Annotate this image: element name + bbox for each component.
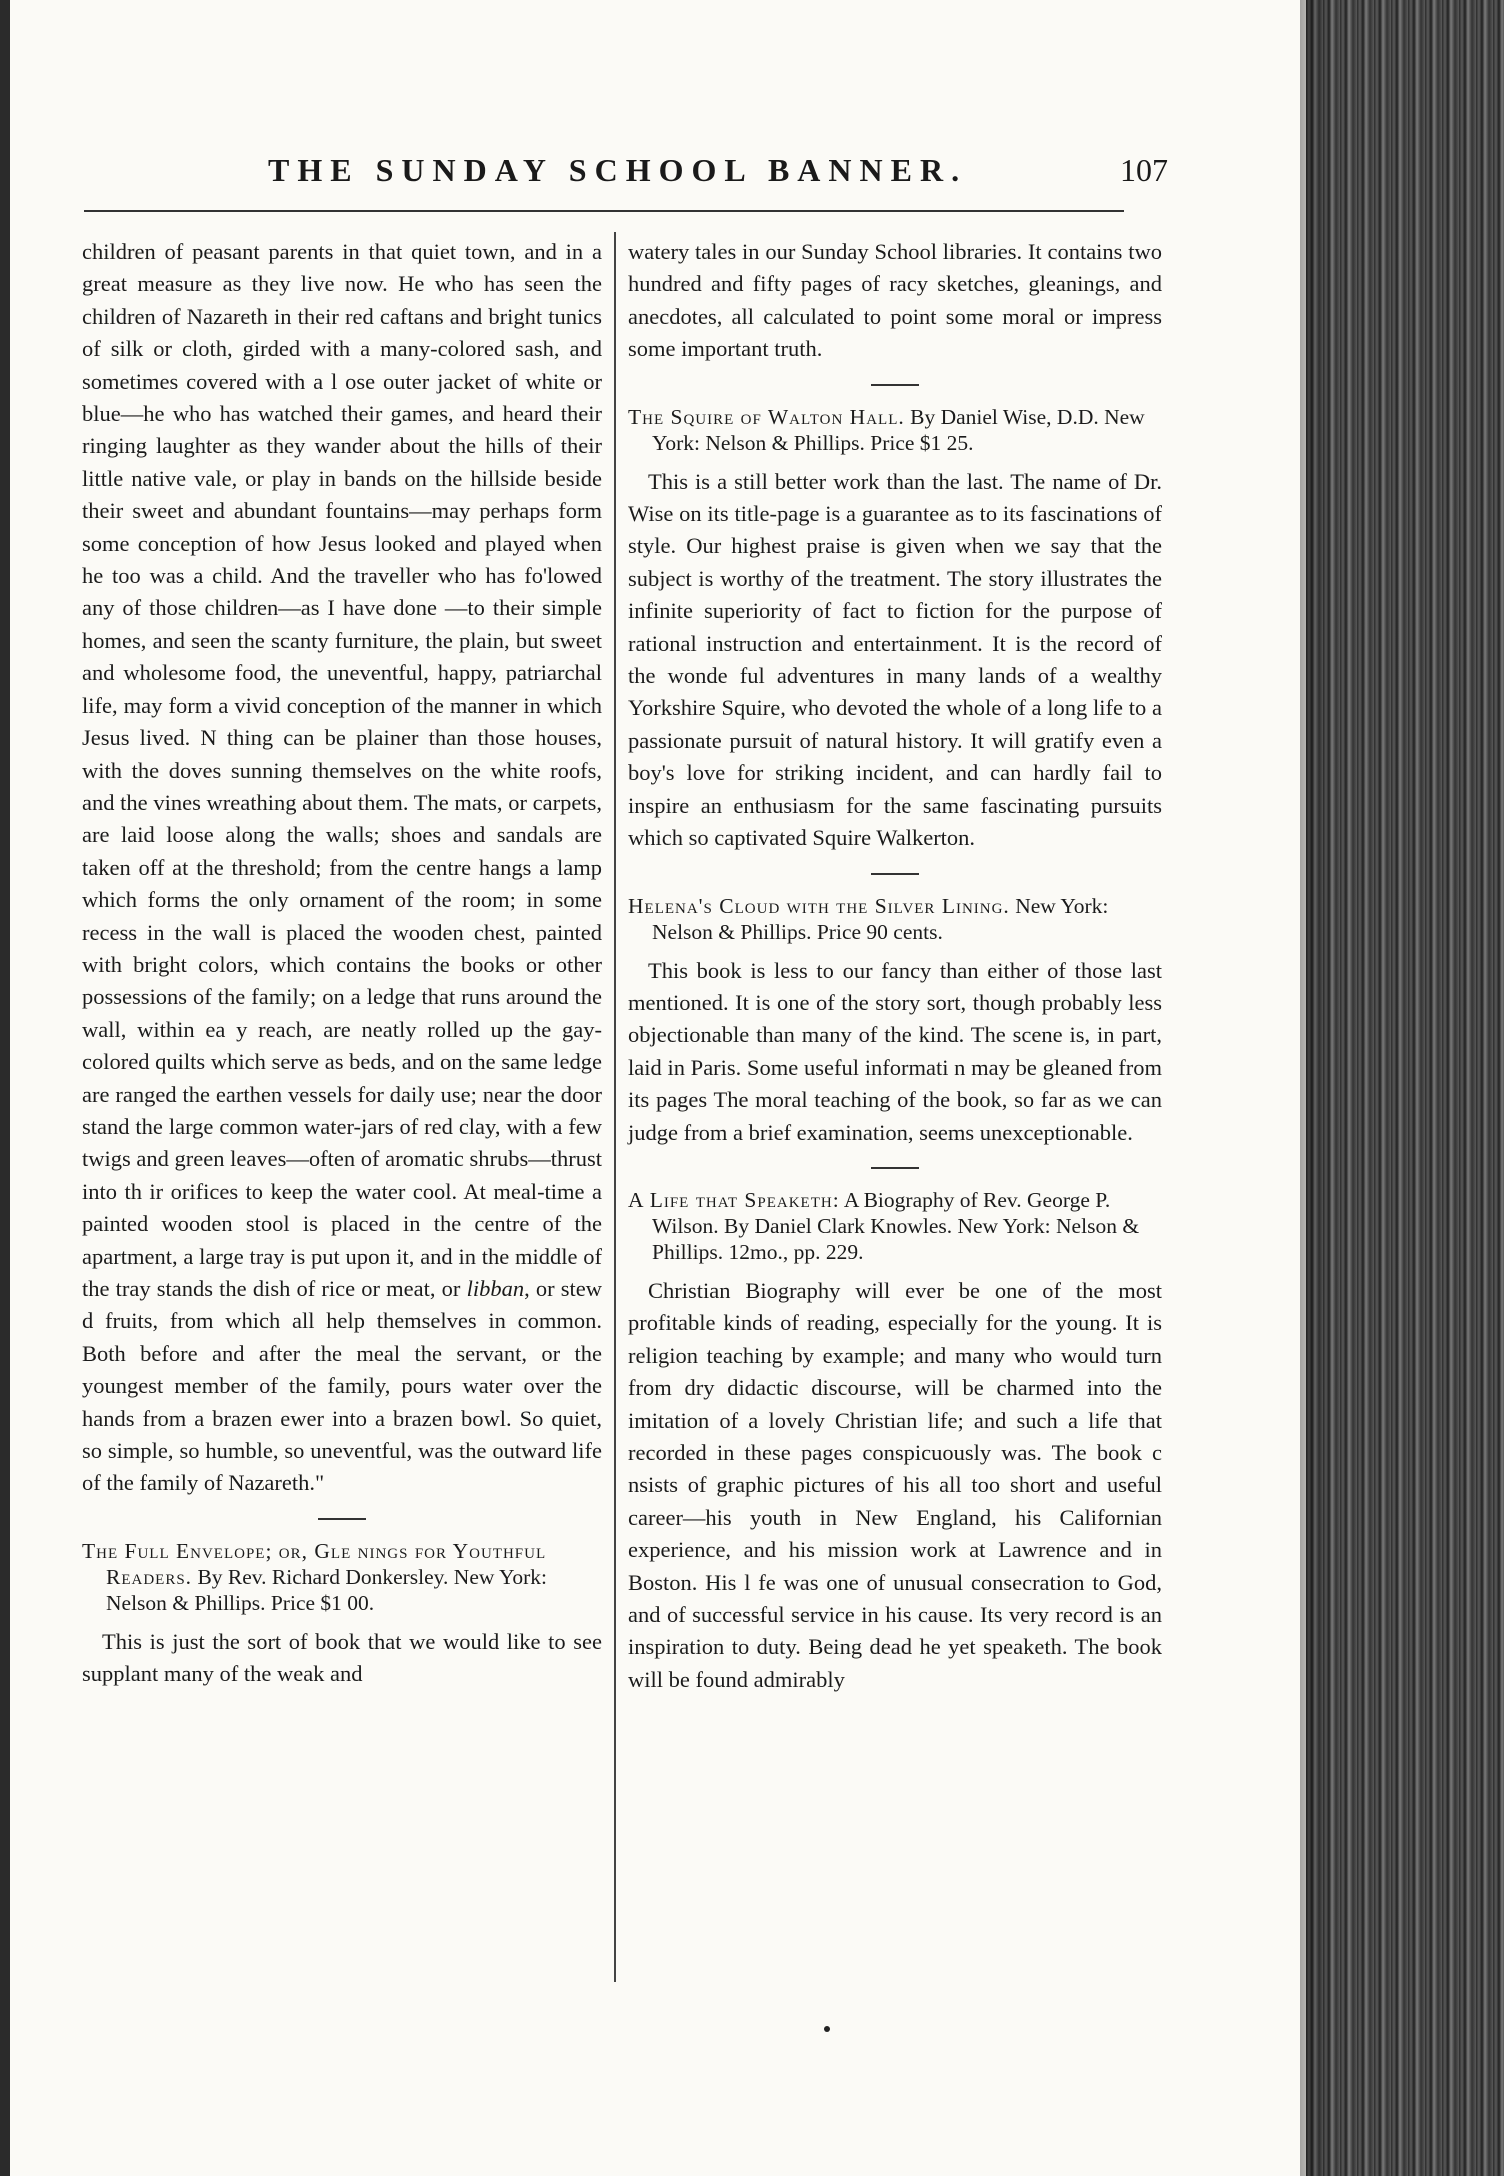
review-body: Christian Biography will ever be one of the most profitable kinds of reading, especially for the young. It is religion teaching by example; and many who would turn from dry didactic discourse, will be charmed into the imitation of a lovely Christian life; and such a life that recorded in these pages conspicuously was. The book c nsists of graphic pictures of his all too short and useful career—his youth in New England, his Californian experience, and his mission work at Lawrence and in Boston. His l fe was one of unusual consecration to God, and of successful service in his cause. Its very record is an inspiration to duty. Being dead he yet speaketh. The book will be found admirably <box>628 1277 1162 1692</box>
book-notice-helenas-cloud <box>628 893 1162 945</box>
book-notice-life-that-speaketh <box>628 1187 1162 1265</box>
section-divider <box>871 873 919 875</box>
book-details: New York: Nelson & Phillips. Price 90 cents. <box>652 893 1109 944</box>
book-title: The Full Envelope; or, Gle nings for Youthful Readers. <box>82 1538 547 1589</box>
book-notice-squire-walton-hall <box>628 404 1162 456</box>
book-details: By Rev. Richard Donkersley. New York: Nelson & Phillips. Price $1 00. <box>106 1564 547 1615</box>
book-details: A Biography of Rev. George P. Wilson. By Daniel Clark Knowles. New York: Nelson & Phillips. 12mo., pp. 229. <box>652 1187 1140 1264</box>
header-rule <box>84 210 1124 212</box>
page-number: 107 <box>1120 152 1168 188</box>
book-title: The Squire of Walton Hall. <box>628 404 905 429</box>
review-body: This book is less to our fancy than either of those last mentioned. It is one of the story sort, though probably less objectionable than many of the kind. The scene is, in part, laid in Paris. Some useful informati n may be gleaned from its pages The moral teaching of the book, so far as we can judge from a brief examination, seems unexceptionable. <box>628 957 1162 1145</box>
review-body: This is a still better work than the last. The name of Dr. Wise on its title-page is a guarantee as to its fascinations of style. Our highest praise is given when we say that the subject is worthy of the treatment. The story illustrates the infinite superiority of fact to fiction for the purpose of rational instruction and entertainment. It is the record of the wonde ful adventures in many lands of a wealthy Yorkshire Squire, who devoted the whole of a long life to a passionate pursuit of natural history. It will gratify even a boy's love for striking incident, and can hardly fail to inspire an enthusiasm for the same fascinating pursuits which so captivated Squire Walkerton. <box>628 468 1162 851</box>
printer-dot <box>824 2026 830 2032</box>
book-title: A Life that Speaketh: <box>628 1187 840 1212</box>
page-header <box>258 152 1168 202</box>
column-divider <box>614 232 616 1982</box>
left-column <box>82 236 602 1691</box>
book-title: Helena's Cloud with the Silver Lining. <box>628 893 1010 918</box>
gutter-shadow <box>1300 0 1330 2176</box>
section-divider <box>871 1167 919 1169</box>
section-divider <box>871 384 919 386</box>
italic-term: libban <box>466 1276 525 1301</box>
article-text: children of peasant parents in that quiet town, and in a great measure as they live now. He who has seen the children of Nazareth in their red caftans and bright tunics of silk or cloth, girded with a many-colored sash, and sometimes covered with a l ose outer jacket of white or blue—he who has watched their games, and heard their ringing laughter as they wander about the hills of their little native vale, or play in bands on the hillside beside their sweet and abundant fountains—may perhaps form some conception of how Jesus looked and played when he too was a child. And the traveller who has fo'lowed any of those children—as I have done —to their simple homes, and seen the scanty furniture, the plain, but sweet and wholesome food, the uneventful, happy, patriarchal life, may form a vivid conception of the manner in which Jesus lived. N thing can be plainer than those houses, with the doves sunning themselves on the white roofs, and the vines wreathing about them. The mats, or carpets, are laid loose along the walls; shoes and sandals are taken off at the threshold; from the centre hangs a lamp which forms the only ornament of the room; in some recess in the wall is placed the wooden chest, painted with bright colors, which contains the books or other possessions of the family; on a ledge that runs around the wall, within ea y reach, are neatly rolled up the gay-colored quilts which serve as beds, and on the same ledge are ranged the earthen vessels for daily use; near the door stand the large common water-jars of red clay, with a few twigs and green leaves—often of aromatic shrubs—thrust into th ir orifices to keep the water cool. At meal-time a painted wooden stool is placed in the centre of the apartment, a large tray is put upon it, and in the middle of the tray stands the dish of rice or meat, or <box>82 239 602 1301</box>
book-notice-full-envelope <box>82 1538 602 1616</box>
running-title: THE SUNDAY SCHOOL BANNER. <box>268 152 968 188</box>
review-body: This is just the sort of book that we would like to see supplant many of the weak and <box>82 1628 602 1687</box>
article-continuation <box>82 236 602 1500</box>
book-page-edges <box>1306 0 1504 2176</box>
review-body-continued: watery tales in our Sunday School libraries. It contains two hundred and fifty pages of racy sketches, gleanings, and anecdotes, all calculated to point some moral or impress some important truth. <box>628 239 1162 362</box>
right-column <box>628 236 1162 1696</box>
article-text-end: , or stew d fruits, from which all help themselves in common. Both before and after the meal the servant, or the youngest member of the family, pours water over the hands from a brazen ewer into a brazen bowl. So quiet, so simple, so humble, so uneventful, was the outward life of the family of Nazareth." <box>82 1276 602 1496</box>
section-divider <box>318 1518 366 1520</box>
book-details: By Daniel Wise, D.D. New York: Nelson & Phillips. Price $1 25. <box>652 404 1145 455</box>
